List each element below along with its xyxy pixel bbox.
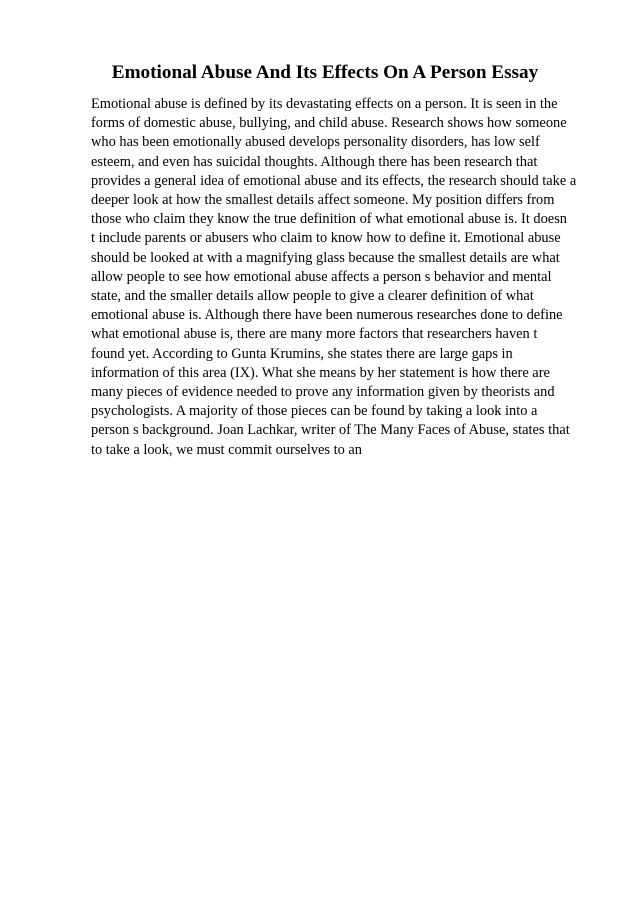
essay-line: psychologists. A majority of those pieces can be found by taking a look into a [91,403,538,420]
essay-line: Emotional abuse is defined by its devastating effects on a person. It is seen in the [91,96,558,112]
essay-line: t include parents or abusers who claim to know how to define it. Emotional abuse [91,230,561,247]
document-title: Emotional Abuse And Its Effects On A Person Essay [111,62,539,83]
essay-line: person s background. Joan Lachkar, writer of The Many Faces of Abuse, states that [91,422,570,439]
essay-line: what emotional abuse is, there are many more factors that researchers haven t [91,326,538,343]
essay-line: state, and the smaller details allow people to give a clearer definition of what [91,288,534,305]
essay-line: to take a look, we must commit ourselves to an [91,441,362,458]
essay-line: information of this area (IX). What she means by her statement is how there are [91,364,550,381]
essay-line: found yet. According to Gunta Krumins, she states there are large gaps in [91,345,513,362]
essay-line: emotional abuse is. Although there have been numerous researches done to define [91,307,563,324]
essay-line: should be looked at with a magnifying glass because the smallest details are what [91,249,560,266]
essay-line: those who claim they know the true definition of what emotional abuse is. It doesn [91,211,567,228]
essay-body [91,95,591,460]
essay-line: who has been emotionally abused develops personality disorders, has low self [91,134,540,151]
essay-line: deeper look at how the smallest details affect someone. My position differs from [91,192,555,209]
essay-line: esteem, and even has suicidal thoughts. Although there has been research that [91,153,538,170]
essay-line: allow people to see how emotional abuse affects a person s behavior and mental [91,268,552,285]
essay-line: provides a general idea of emotional abuse and its effects, the research should take a [91,172,577,189]
essay-line: many pieces of evidence needed to prove any information given by theorists and [91,384,555,401]
essay-line: forms of domestic abuse, bullying, and child abuse. Research shows how someone [91,115,567,132]
